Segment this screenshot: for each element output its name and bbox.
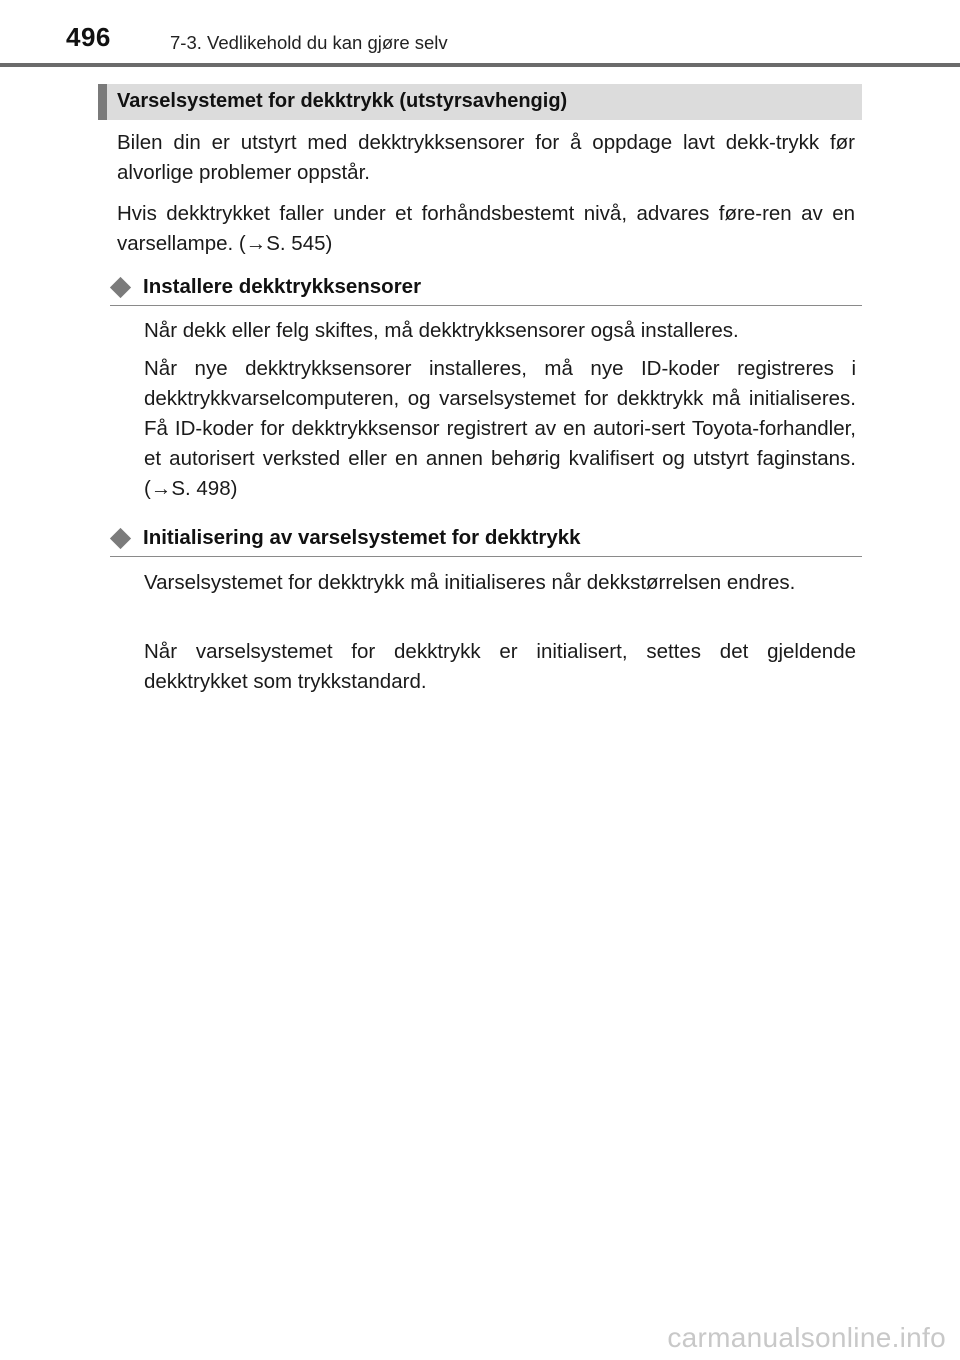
intro-paragraph-1: Bilen din er utstyrt med dekktrykksensorer for å oppdage lavt dekk-trykk før alvorlige problemer oppstår. (117, 131, 855, 184)
site-watermark: carmanualsonline.info (667, 1322, 946, 1353)
subsection-title: Initialisering av varselsystemet for dekktrykk (143, 526, 581, 549)
page-number: 496 (66, 22, 111, 52)
install-paragraph-1: Når dekk eller felg skiftes, må dekktrykksensorer også installeres. (144, 319, 739, 342)
diamond-icon (110, 277, 131, 298)
subsection-title: Installere dekktrykksensorer (143, 275, 422, 298)
intro-paragraph-2: Hvis dekktrykket faller under et forhåndsbestemt nivå, advares føre-ren av en varsellampe. (→S. 545) (117, 202, 855, 255)
page-header (0, 0, 960, 70)
initialize-paragraph-2: Når varselsystemet for dekktrykk er initialisert, settes det gjeldende dekktrykket som trykkstandard. (144, 640, 856, 693)
subsection-heading-install (110, 272, 862, 306)
subsection-heading-initialize (110, 523, 862, 557)
banner-accent-bar (98, 84, 107, 120)
subsection-divider (110, 556, 862, 557)
initialize-paragraph-1: Varselsystemet for dekktrykk må initialiseres når dekkstørrelsen endres. (144, 571, 796, 594)
subsection-divider (110, 305, 862, 306)
diamond-icon (110, 528, 131, 549)
header-divider (0, 63, 960, 67)
section-banner (98, 84, 862, 120)
section-title: Varselsystemet for dekktrykk (utstyrsavhengig) (117, 90, 568, 112)
chapter-title: 7-3. Vedlikehold du kan gjøre selv (170, 32, 448, 53)
install-paragraph-2: Når nye dekktrykksensorer installeres, må nye ID-koder registreres i dekktrykkvarselcomputeren, og varselsystemet for dekktrykk må initialiseres. Få ID-koder for dekktrykksensor registrert av en autori-sert Toyota-forhandler, et autorisert verksted eller en annen behørig kvalifisert og utstyrt faginstans. (→S. 498) (144, 357, 856, 500)
